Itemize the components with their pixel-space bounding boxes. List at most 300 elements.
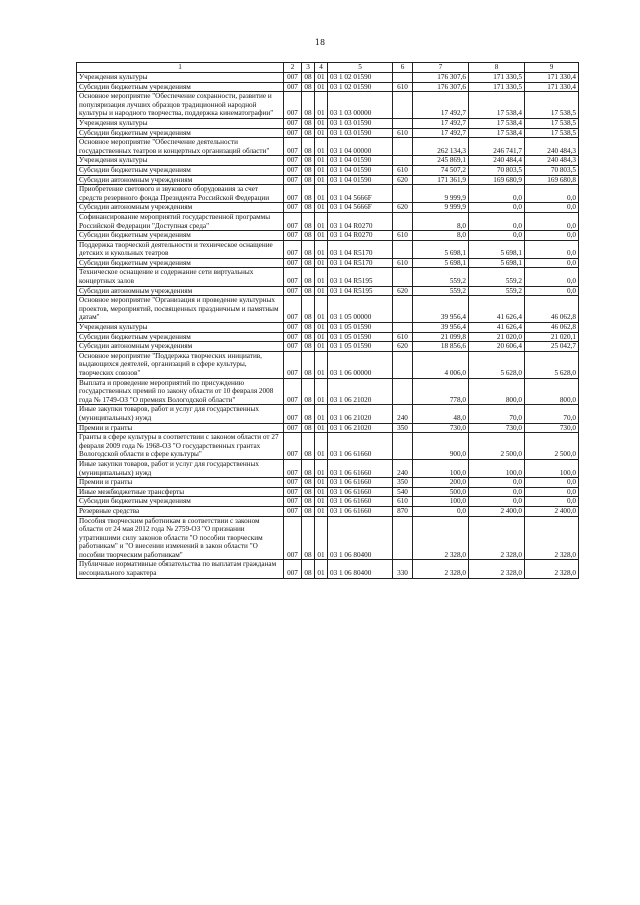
- table-row: [77, 82, 579, 92]
- budget-table: [76, 62, 579, 579]
- table-row: [77, 185, 579, 203]
- cell-name: Публичные нормативные обязательства по выплатам гражданам несоциального характера: [77, 560, 284, 578]
- cell-y2: 41 626,4: [469, 323, 525, 333]
- cell-rz: 08: [302, 118, 315, 128]
- cell-pr: 01: [315, 459, 328, 477]
- table-row: [77, 138, 579, 156]
- cell-rz: 08: [302, 459, 315, 477]
- cell-y3: 17 538,5: [525, 92, 579, 119]
- cell-vr: [393, 156, 413, 166]
- cell-y1: 262 134,3: [413, 138, 469, 156]
- cell-csr: 03 1 06 80400: [328, 516, 393, 560]
- cell-csr: 03 1 06 21020: [328, 423, 393, 433]
- cell-ved: 007: [284, 268, 302, 286]
- cell-y2: 169 680,9: [469, 175, 525, 185]
- cell-ved: 007: [284, 73, 302, 83]
- cell-csr: 03 1 04 R5195: [328, 268, 393, 286]
- cell-y3: 0,0: [525, 268, 579, 286]
- cell-pr: 01: [315, 268, 328, 286]
- table-row: [77, 478, 579, 488]
- cell-vr: 610: [393, 231, 413, 241]
- table-row: [77, 258, 579, 268]
- cell-pr: 01: [315, 497, 328, 507]
- cell-vr: [393, 73, 413, 83]
- table-row: [77, 497, 579, 507]
- cell-y2: 0,0: [469, 497, 525, 507]
- cell-pr: 01: [315, 423, 328, 433]
- cell-ved: 007: [284, 433, 302, 460]
- cell-y2: 17 538,4: [469, 128, 525, 138]
- cell-csr: 03 1 06 21020: [328, 405, 393, 423]
- cell-y2: 0,0: [469, 478, 525, 488]
- cell-rz: 08: [302, 560, 315, 578]
- cell-y2: 240 484,4: [469, 156, 525, 166]
- cell-y1: 21 099,8: [413, 332, 469, 342]
- table-row: [77, 423, 579, 433]
- cell-csr: 03 1 04 R0270: [328, 231, 393, 241]
- col-header: 9: [525, 63, 579, 73]
- cell-y3: 70 803,5: [525, 165, 579, 175]
- cell-y3: 0,0: [525, 497, 579, 507]
- cell-name: Субсидии бюджетным учреждениям: [77, 231, 284, 241]
- cell-csr: 03 1 03 01590: [328, 128, 393, 138]
- cell-pr: 01: [315, 560, 328, 578]
- col-header: 6: [393, 63, 413, 73]
- cell-pr: 01: [315, 128, 328, 138]
- cell-y1: 200,0: [413, 478, 469, 488]
- cell-y3: 0,0: [525, 487, 579, 497]
- cell-vr: [393, 323, 413, 333]
- cell-y1: 8,0: [413, 231, 469, 241]
- col-header: 5: [328, 63, 393, 73]
- table-row: [77, 231, 579, 241]
- cell-pr: 01: [315, 258, 328, 268]
- cell-y3: 21 020,1: [525, 332, 579, 342]
- cell-y2: 5 698,1: [469, 240, 525, 258]
- cell-csr: 03 1 04 00000: [328, 138, 393, 156]
- cell-name: Учреждения культуры: [77, 73, 284, 83]
- header-row: [77, 63, 579, 73]
- cell-y3: 0,0: [525, 478, 579, 488]
- cell-y2: 5 628,0: [469, 351, 525, 378]
- cell-ved: 007: [284, 296, 302, 323]
- cell-pr: 01: [315, 342, 328, 352]
- cell-y3: 171 330,4: [525, 82, 579, 92]
- cell-pr: 01: [315, 156, 328, 166]
- cell-vr: 540: [393, 487, 413, 497]
- cell-ved: 007: [284, 516, 302, 560]
- cell-y2: 800,0: [469, 378, 525, 405]
- cell-name: Учреждения культуры: [77, 323, 284, 333]
- cell-rz: 08: [302, 82, 315, 92]
- cell-vr: 620: [393, 342, 413, 352]
- cell-name: Субсидии бюджетным учреждениям: [77, 165, 284, 175]
- cell-csr: 03 1 06 61660: [328, 433, 393, 460]
- table-row: [77, 405, 579, 423]
- table-row: [77, 212, 579, 230]
- cell-name: Субсидии бюджетным учреждениям: [77, 128, 284, 138]
- cell-y1: 39 956,4: [413, 296, 469, 323]
- cell-y1: 176 307,6: [413, 73, 469, 83]
- cell-name: Субсидии бюджетным учреждениям: [77, 258, 284, 268]
- cell-pr: 01: [315, 212, 328, 230]
- col-header: 1: [77, 63, 284, 73]
- cell-ved: 007: [284, 175, 302, 185]
- cell-y3: 0,0: [525, 212, 579, 230]
- cell-csr: 03 1 04 R5195: [328, 286, 393, 296]
- cell-rz: 08: [302, 92, 315, 119]
- cell-csr: 03 1 05 00000: [328, 296, 393, 323]
- cell-rz: 08: [302, 342, 315, 352]
- cell-y1: 559,2: [413, 286, 469, 296]
- table-row: [77, 203, 579, 213]
- cell-y1: 17 492,7: [413, 118, 469, 128]
- cell-rz: 08: [302, 497, 315, 507]
- cell-name: Техническое оснащение и содержание сети виртуальных концертных залов: [77, 268, 284, 286]
- cell-csr: 03 1 03 01590: [328, 118, 393, 128]
- cell-y3: 70,0: [525, 405, 579, 423]
- cell-y1: 5 698,1: [413, 240, 469, 258]
- col-header: 7: [413, 63, 469, 73]
- cell-name: Субсидии бюджетным учреждениям: [77, 497, 284, 507]
- cell-csr: 03 1 06 61660: [328, 497, 393, 507]
- cell-vr: 240: [393, 405, 413, 423]
- cell-y3: 730,0: [525, 423, 579, 433]
- cell-y2: 2 400,0: [469, 506, 525, 516]
- cell-ved: 007: [284, 128, 302, 138]
- table-row: [77, 118, 579, 128]
- cell-rz: 08: [302, 405, 315, 423]
- cell-name: Основное мероприятие "Обеспечение сохранности, развитие и популяризация лучших образцов традиционной народной культуры и народного творчества, поддержка кинематографии": [77, 92, 284, 119]
- cell-y2: 17 538,4: [469, 118, 525, 128]
- cell-ved: 007: [284, 478, 302, 488]
- cell-ved: 007: [284, 423, 302, 433]
- cell-pr: 01: [315, 73, 328, 83]
- cell-vr: [393, 516, 413, 560]
- cell-ved: 007: [284, 231, 302, 241]
- table-row: [77, 156, 579, 166]
- cell-y3: 171 330,4: [525, 73, 579, 83]
- cell-name: Поддержка творческой деятельности и техническое оснащение детских и кукольных театров: [77, 240, 284, 258]
- cell-pr: 01: [315, 506, 328, 516]
- cell-pr: 01: [315, 296, 328, 323]
- cell-pr: 01: [315, 138, 328, 156]
- cell-vr: [393, 268, 413, 286]
- cell-ved: 007: [284, 323, 302, 333]
- cell-y2: 0,0: [469, 212, 525, 230]
- cell-y1: 2 328,0: [413, 560, 469, 578]
- cell-y2: 171 330,5: [469, 73, 525, 83]
- cell-rz: 08: [302, 323, 315, 333]
- cell-y3: 240 484,3: [525, 138, 579, 156]
- cell-y1: 171 361,9: [413, 175, 469, 185]
- table-row: [77, 459, 579, 477]
- cell-name: Учреждения культуры: [77, 156, 284, 166]
- cell-y1: 17 492,7: [413, 92, 469, 119]
- cell-y1: 100,0: [413, 459, 469, 477]
- cell-pr: 01: [315, 433, 328, 460]
- cell-csr: 03 1 05 01590: [328, 342, 393, 352]
- cell-name: Иные закупки товаров, работ и услуг для государственных (муниципальных) нужд: [77, 459, 284, 477]
- table-row: [77, 268, 579, 286]
- cell-rz: 08: [302, 231, 315, 241]
- cell-vr: 240: [393, 459, 413, 477]
- cell-csr: 03 1 05 01590: [328, 323, 393, 333]
- cell-pr: 01: [315, 286, 328, 296]
- cell-name: Субсидии автономным учреждениям: [77, 286, 284, 296]
- cell-ved: 007: [284, 258, 302, 268]
- cell-name: Основное мероприятие "Поддержка творческих инициатив, выдающихся деятелей, организаций в сфере культуры, творческих союзов": [77, 351, 284, 378]
- cell-rz: 08: [302, 268, 315, 286]
- cell-ved: 007: [284, 156, 302, 166]
- cell-pr: 01: [315, 516, 328, 560]
- cell-y1: 778,0: [413, 378, 469, 405]
- cell-y3: 2 328,0: [525, 516, 579, 560]
- cell-ved: 007: [284, 378, 302, 405]
- cell-y2: 17 538,4: [469, 92, 525, 119]
- cell-y2: 21 020,0: [469, 332, 525, 342]
- cell-ved: 007: [284, 487, 302, 497]
- cell-csr: 03 1 06 61660: [328, 487, 393, 497]
- cell-vr: 610: [393, 497, 413, 507]
- cell-rz: 08: [302, 478, 315, 488]
- cell-pr: 01: [315, 240, 328, 258]
- cell-y1: 0,0: [413, 506, 469, 516]
- cell-ved: 007: [284, 506, 302, 516]
- cell-y2: 0,0: [469, 231, 525, 241]
- cell-rz: 08: [302, 378, 315, 405]
- cell-ved: 007: [284, 212, 302, 230]
- cell-vr: 870: [393, 506, 413, 516]
- cell-rz: 08: [302, 203, 315, 213]
- cell-csr: 03 1 04 5666F: [328, 185, 393, 203]
- cell-y2: 20 606,4: [469, 342, 525, 352]
- table-row: [77, 128, 579, 138]
- cell-rz: 08: [302, 138, 315, 156]
- cell-y2: 559,2: [469, 286, 525, 296]
- cell-ved: 007: [284, 240, 302, 258]
- cell-y3: 2 400,0: [525, 506, 579, 516]
- cell-y1: 245 869,1: [413, 156, 469, 166]
- cell-pr: 01: [315, 323, 328, 333]
- cell-y3: 2 500,0: [525, 433, 579, 460]
- cell-rz: 08: [302, 296, 315, 323]
- cell-y3: 46 062,8: [525, 296, 579, 323]
- cell-y1: 18 856,6: [413, 342, 469, 352]
- cell-name: Гранты в сфере культуры в соответствии с законом области от 27 февраля 2009 года № 1968-ОЗ "О государственных грантах Вологодской области в сфере культуры": [77, 433, 284, 460]
- cell-y1: 500,0: [413, 487, 469, 497]
- cell-vr: [393, 212, 413, 230]
- cell-y1: 100,0: [413, 497, 469, 507]
- cell-y2: 2 328,0: [469, 560, 525, 578]
- table-row: [77, 73, 579, 83]
- cell-csr: 03 1 02 01590: [328, 73, 393, 83]
- table-row: [77, 487, 579, 497]
- cell-csr: 03 1 06 00000: [328, 351, 393, 378]
- cell-y2: 246 741,7: [469, 138, 525, 156]
- cell-rz: 08: [302, 185, 315, 203]
- cell-ved: 007: [284, 560, 302, 578]
- cell-name: Резервные средства: [77, 506, 284, 516]
- cell-y1: 176 307,6: [413, 82, 469, 92]
- cell-pr: 01: [315, 378, 328, 405]
- cell-y3: 17 538,5: [525, 118, 579, 128]
- cell-y1: 39 956,4: [413, 323, 469, 333]
- cell-y2: 2 328,0: [469, 516, 525, 560]
- cell-vr: [393, 92, 413, 119]
- cell-y3: 46 062,8: [525, 323, 579, 333]
- cell-vr: [393, 296, 413, 323]
- cell-y3: 100,0: [525, 459, 579, 477]
- cell-vr: [393, 378, 413, 405]
- cell-csr: 03 1 05 01590: [328, 332, 393, 342]
- table-row: [77, 286, 579, 296]
- cell-y3: 0,0: [525, 258, 579, 268]
- table-row: [77, 296, 579, 323]
- table-row: [77, 92, 579, 119]
- cell-y3: 17 538,5: [525, 128, 579, 138]
- cell-name: Субсидии бюджетным учреждениям: [77, 332, 284, 342]
- cell-pr: 01: [315, 185, 328, 203]
- cell-csr: 03 1 06 61660: [328, 459, 393, 477]
- table-row: [77, 560, 579, 578]
- table-row: [77, 323, 579, 333]
- table-row: [77, 516, 579, 560]
- cell-y2: 70 803,5: [469, 165, 525, 175]
- cell-ved: 007: [284, 342, 302, 352]
- cell-vr: 610: [393, 332, 413, 342]
- cell-csr: 03 1 04 R5170: [328, 258, 393, 268]
- cell-vr: 610: [393, 82, 413, 92]
- cell-y2: 70,0: [469, 405, 525, 423]
- cell-y3: 0,0: [525, 203, 579, 213]
- table-row: [77, 165, 579, 175]
- cell-vr: [393, 185, 413, 203]
- cell-ved: 007: [284, 405, 302, 423]
- cell-rz: 08: [302, 73, 315, 83]
- cell-ved: 007: [284, 138, 302, 156]
- cell-y1: 9 999,9: [413, 203, 469, 213]
- table-row: [77, 506, 579, 516]
- cell-rz: 08: [302, 506, 315, 516]
- cell-pr: 01: [315, 487, 328, 497]
- cell-csr: 03 1 02 01590: [328, 82, 393, 92]
- table-row: [77, 378, 579, 405]
- cell-name: Основное мероприятие "Организация и проведение культурных проектов, мероприятий, посвященных праздничным и памятным датам": [77, 296, 284, 323]
- cell-vr: 620: [393, 203, 413, 213]
- cell-rz: 08: [302, 165, 315, 175]
- col-header: 8: [469, 63, 525, 73]
- cell-rz: 08: [302, 175, 315, 185]
- cell-csr: 03 1 06 61660: [328, 478, 393, 488]
- cell-y3: 0,0: [525, 185, 579, 203]
- cell-y3: 2 328,0: [525, 560, 579, 578]
- cell-rz: 08: [302, 286, 315, 296]
- cell-ved: 007: [284, 332, 302, 342]
- cell-csr: 03 1 06 80400: [328, 560, 393, 578]
- cell-vr: [393, 351, 413, 378]
- cell-csr: 03 1 04 01590: [328, 175, 393, 185]
- cell-csr: 03 1 04 R5170: [328, 240, 393, 258]
- cell-ved: 007: [284, 165, 302, 175]
- cell-ved: 007: [284, 351, 302, 378]
- cell-vr: 620: [393, 175, 413, 185]
- cell-ved: 007: [284, 203, 302, 213]
- cell-pr: 01: [315, 175, 328, 185]
- cell-vr: [393, 240, 413, 258]
- cell-name: Иные закупки товаров, работ и услуг для государственных (муниципальных) нужд: [77, 405, 284, 423]
- cell-y3: 0,0: [525, 286, 579, 296]
- cell-pr: 01: [315, 82, 328, 92]
- table-row: [77, 433, 579, 460]
- cell-pr: 01: [315, 478, 328, 488]
- cell-y2: 0,0: [469, 487, 525, 497]
- cell-vr: [393, 433, 413, 460]
- cell-name: Субсидии бюджетным учреждениям: [77, 82, 284, 92]
- cell-y2: 5 698,1: [469, 258, 525, 268]
- cell-csr: 03 1 04 R0270: [328, 212, 393, 230]
- cell-vr: 610: [393, 258, 413, 268]
- cell-y3: 5 628,0: [525, 351, 579, 378]
- cell-pr: 01: [315, 332, 328, 342]
- cell-y1: 730,0: [413, 423, 469, 433]
- cell-vr: 350: [393, 478, 413, 488]
- cell-vr: 610: [393, 128, 413, 138]
- cell-name: Приобретение светового и звукового оборудования за счет средств резервного фонда Президента Российской Федерации: [77, 185, 284, 203]
- cell-rz: 08: [302, 258, 315, 268]
- cell-name: Субсидии автономным учреждениям: [77, 203, 284, 213]
- cell-csr: 03 1 06 21020: [328, 378, 393, 405]
- cell-y2: 0,0: [469, 185, 525, 203]
- cell-rz: 08: [302, 156, 315, 166]
- cell-y2: 0,0: [469, 203, 525, 213]
- cell-y1: 4 006,0: [413, 351, 469, 378]
- cell-pr: 01: [315, 405, 328, 423]
- col-header: 2: [284, 63, 302, 73]
- cell-y3: 240 484,3: [525, 156, 579, 166]
- cell-ved: 007: [284, 497, 302, 507]
- cell-y3: 0,0: [525, 240, 579, 258]
- cell-rz: 08: [302, 128, 315, 138]
- cell-rz: 08: [302, 423, 315, 433]
- col-header: 3: [302, 63, 315, 73]
- cell-y2: 730,0: [469, 423, 525, 433]
- cell-name: Учреждения культуры: [77, 118, 284, 128]
- cell-vr: 350: [393, 423, 413, 433]
- cell-y1: 17 492,7: [413, 128, 469, 138]
- cell-csr: 03 1 04 5666F: [328, 203, 393, 213]
- cell-ved: 007: [284, 82, 302, 92]
- cell-y1: 8,0: [413, 212, 469, 230]
- cell-vr: [393, 138, 413, 156]
- cell-y1: 559,2: [413, 268, 469, 286]
- table-row: [77, 175, 579, 185]
- cell-y3: 0,0: [525, 231, 579, 241]
- cell-pr: 01: [315, 118, 328, 128]
- cell-y1: 900,0: [413, 433, 469, 460]
- cell-ved: 007: [284, 286, 302, 296]
- cell-name: Субсидии автономным учреждениям: [77, 342, 284, 352]
- col-header: 4: [315, 63, 328, 73]
- cell-pr: 01: [315, 92, 328, 119]
- cell-ved: 007: [284, 459, 302, 477]
- cell-y1: 74 507,2: [413, 165, 469, 175]
- cell-name: Премии и гранты: [77, 478, 284, 488]
- cell-y1: 5 698,1: [413, 258, 469, 268]
- cell-pr: 01: [315, 231, 328, 241]
- cell-name: Субсидии автономным учреждениям: [77, 175, 284, 185]
- cell-pr: 01: [315, 351, 328, 378]
